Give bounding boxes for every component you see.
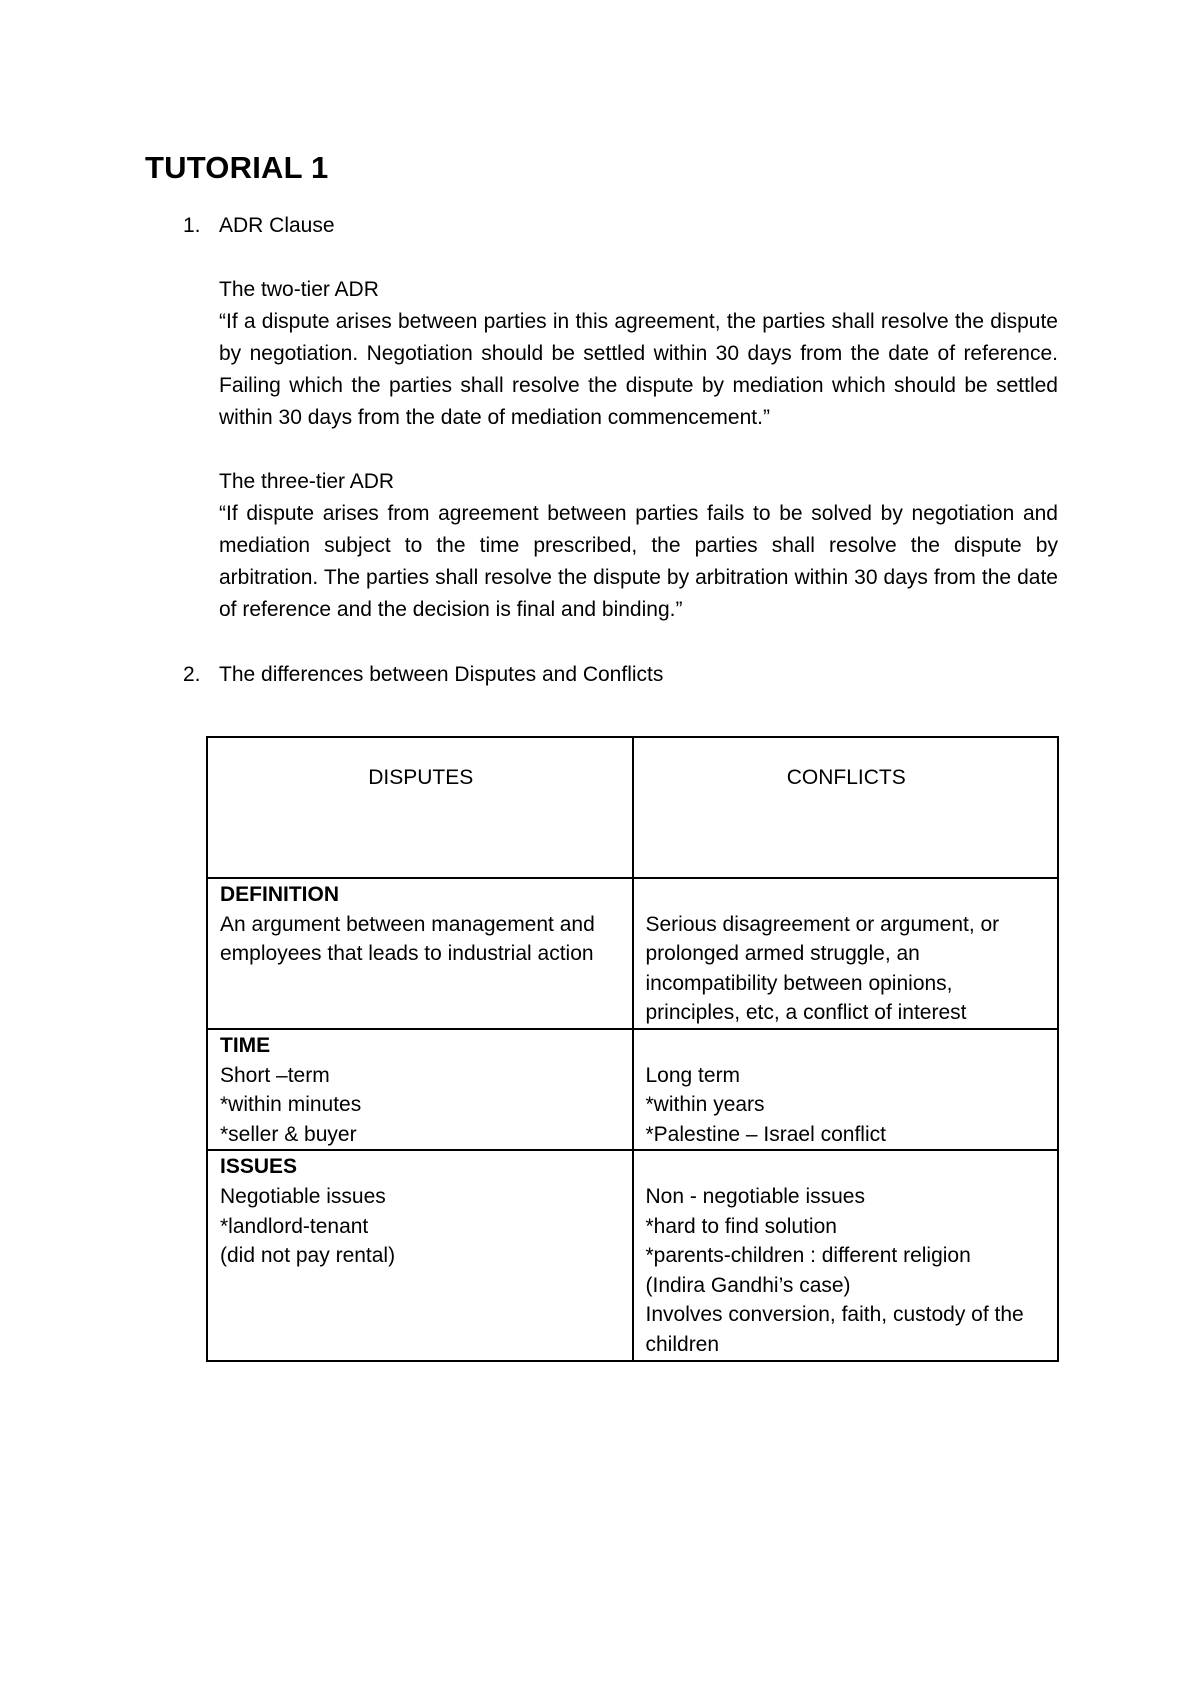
section-1-number: 1. <box>183 214 201 237</box>
cell-line: *within years <box>645 1093 765 1117</box>
cell-line: *parents-children : different religion <box>645 1244 971 1268</box>
cell-line: An argument between management and <box>220 912 595 936</box>
definition-disputes-cell <box>207 878 633 1029</box>
issues-conflicts-cell <box>633 1150 1059 1360</box>
cell-line: prolonged armed struggle, an <box>645 942 920 966</box>
table-row-definition <box>207 878 1058 1029</box>
two-tier-clause: “If a dispute arises between parties in this agreement, the parties shall resolve the dispute by negotiation. Negotiation should be settled within 30 days from the date of reference. Failing which the parties shall resolve the dispute by mediation which should be settled within 30 days from the date of mediation commencement.” <box>219 310 1058 429</box>
table-row-time <box>207 1029 1058 1150</box>
cell-line: Short –term <box>220 1063 330 1087</box>
section-2-number: 2. <box>183 663 201 686</box>
cell-line: (did not pay rental) <box>220 1244 396 1268</box>
cell-line: incompatibility between opinions, <box>645 971 953 995</box>
issues-disputes-cell <box>207 1150 633 1360</box>
section-1-heading: ADR Clause <box>219 214 335 237</box>
cell-line: principles, etc, a conflict of interest <box>645 1001 967 1025</box>
cell-line: *landlord-tenant <box>220 1214 369 1238</box>
cell-line: Serious disagreement or argument, or <box>645 912 1000 936</box>
cell-line: Long term <box>645 1063 741 1087</box>
cell-line: employees that leads to industrial action <box>220 942 594 966</box>
table-header-row <box>207 737 1058 878</box>
cell-line: Negotiable issues <box>220 1184 386 1208</box>
table-row-issues <box>207 1150 1058 1360</box>
row-label-time: TIME <box>220 1033 271 1057</box>
cell-line: *within minutes <box>220 1093 362 1117</box>
page-title: TUTORIAL 1 <box>145 150 329 185</box>
row-label-definition: DEFINITION <box>220 883 339 906</box>
section-2-heading: The differences between Disputes and Conflicts <box>219 663 664 686</box>
time-conflicts-cell <box>633 1029 1059 1150</box>
three-tier-clause: “If dispute arises from agreement between parties fails to be solved by negotiation and mediation subject to the time prescribed, the parties shall resolve the dispute by arbitration. The parties shall resolve the dispute by arbitration within 30 days from the date of reference and the decision is final and binding.” <box>219 502 1058 621</box>
header-disputes: DISPUTES <box>207 737 633 878</box>
time-disputes-cell <box>207 1029 633 1150</box>
definition-conflicts-cell <box>633 878 1059 1029</box>
cell-line: Involves conversion, faith, custody of the <box>645 1303 1024 1327</box>
cell-line: *Palestine – Israel conflict <box>645 1122 886 1146</box>
cell-line: children <box>645 1332 720 1356</box>
three-tier-label: The three-tier ADR <box>219 470 395 493</box>
cell-line: *seller & buyer <box>220 1122 357 1146</box>
cell-line: (Indira Gandhi’s case) <box>645 1273 851 1297</box>
comparison-table <box>206 736 1059 1362</box>
two-tier-label: The two-tier ADR <box>219 278 379 301</box>
header-conflicts: CONFLICTS <box>633 737 1059 878</box>
cell-line: Non - negotiable issues <box>645 1184 865 1208</box>
cell-line: *hard to find solution <box>645 1214 837 1238</box>
row-label-issues: ISSUES <box>220 1155 298 1179</box>
